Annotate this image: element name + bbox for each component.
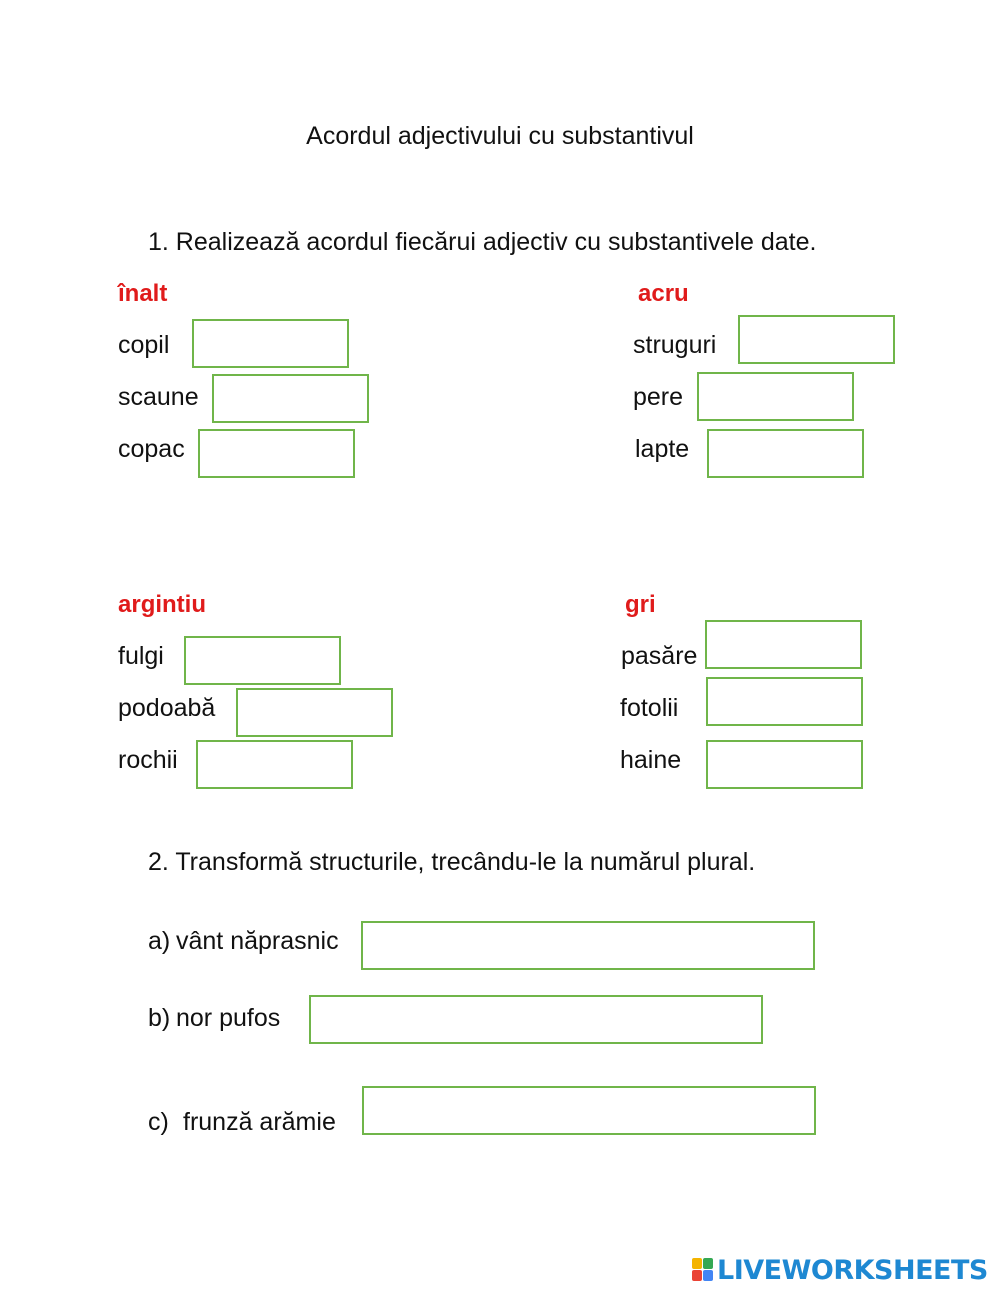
answer-input[interactable] (707, 429, 864, 478)
answer-input[interactable] (697, 372, 854, 421)
answer-input[interactable] (706, 740, 863, 789)
adjective-label: acru (638, 280, 689, 307)
answer-input[interactable] (212, 374, 369, 423)
adjective-label: gri (625, 591, 656, 618)
plural-answer-input[interactable] (362, 1086, 816, 1135)
answer-input[interactable] (738, 315, 895, 364)
item-letter: b) (148, 1004, 171, 1032)
noun-label: fotolii (620, 694, 679, 722)
answer-input[interactable] (184, 636, 341, 685)
answer-input[interactable] (236, 688, 393, 737)
answer-input[interactable] (705, 620, 862, 669)
answer-input[interactable] (192, 319, 349, 368)
noun-label: copac (118, 435, 185, 463)
plural-answer-input[interactable] (309, 995, 763, 1044)
liveworksheets-logo (692, 1254, 988, 1286)
item-letter: a) (148, 927, 171, 955)
noun-label: struguri (633, 331, 717, 359)
adjective-label: argintiu (118, 591, 206, 618)
item-phrase: vânt năprasnic (176, 927, 339, 955)
noun-label: copil (118, 331, 170, 359)
item-phrase: nor pufos (176, 1004, 281, 1032)
item-letter: c) (148, 1108, 169, 1136)
noun-label: podoabă (118, 694, 216, 722)
logo-text: LIVEWORKSHEETS (717, 1254, 988, 1286)
answer-input[interactable] (196, 740, 353, 789)
noun-label: pere (633, 383, 684, 411)
noun-label: fulgi (118, 642, 164, 670)
exercise-1-instruction: 1. Realizează acordul fiecărui adjectiv cu substantivele date. (148, 228, 817, 256)
noun-label: pasăre (621, 642, 698, 670)
adjective-label: înalt (118, 280, 168, 307)
answer-input[interactable] (706, 677, 863, 726)
logo-mark-icon (692, 1258, 714, 1282)
noun-label: haine (620, 746, 682, 774)
page-title: Acordul adjectivului cu substantivul (306, 122, 694, 150)
noun-label: lapte (635, 435, 690, 463)
plural-answer-input[interactable] (361, 921, 815, 970)
answer-input[interactable] (198, 429, 355, 478)
noun-label: scaune (118, 383, 199, 411)
noun-label: rochii (118, 746, 178, 774)
item-phrase: frunză arămie (183, 1108, 336, 1136)
exercise-2-instruction: 2. Transformă structurile, trecându-le la numărul plural. (148, 848, 756, 876)
